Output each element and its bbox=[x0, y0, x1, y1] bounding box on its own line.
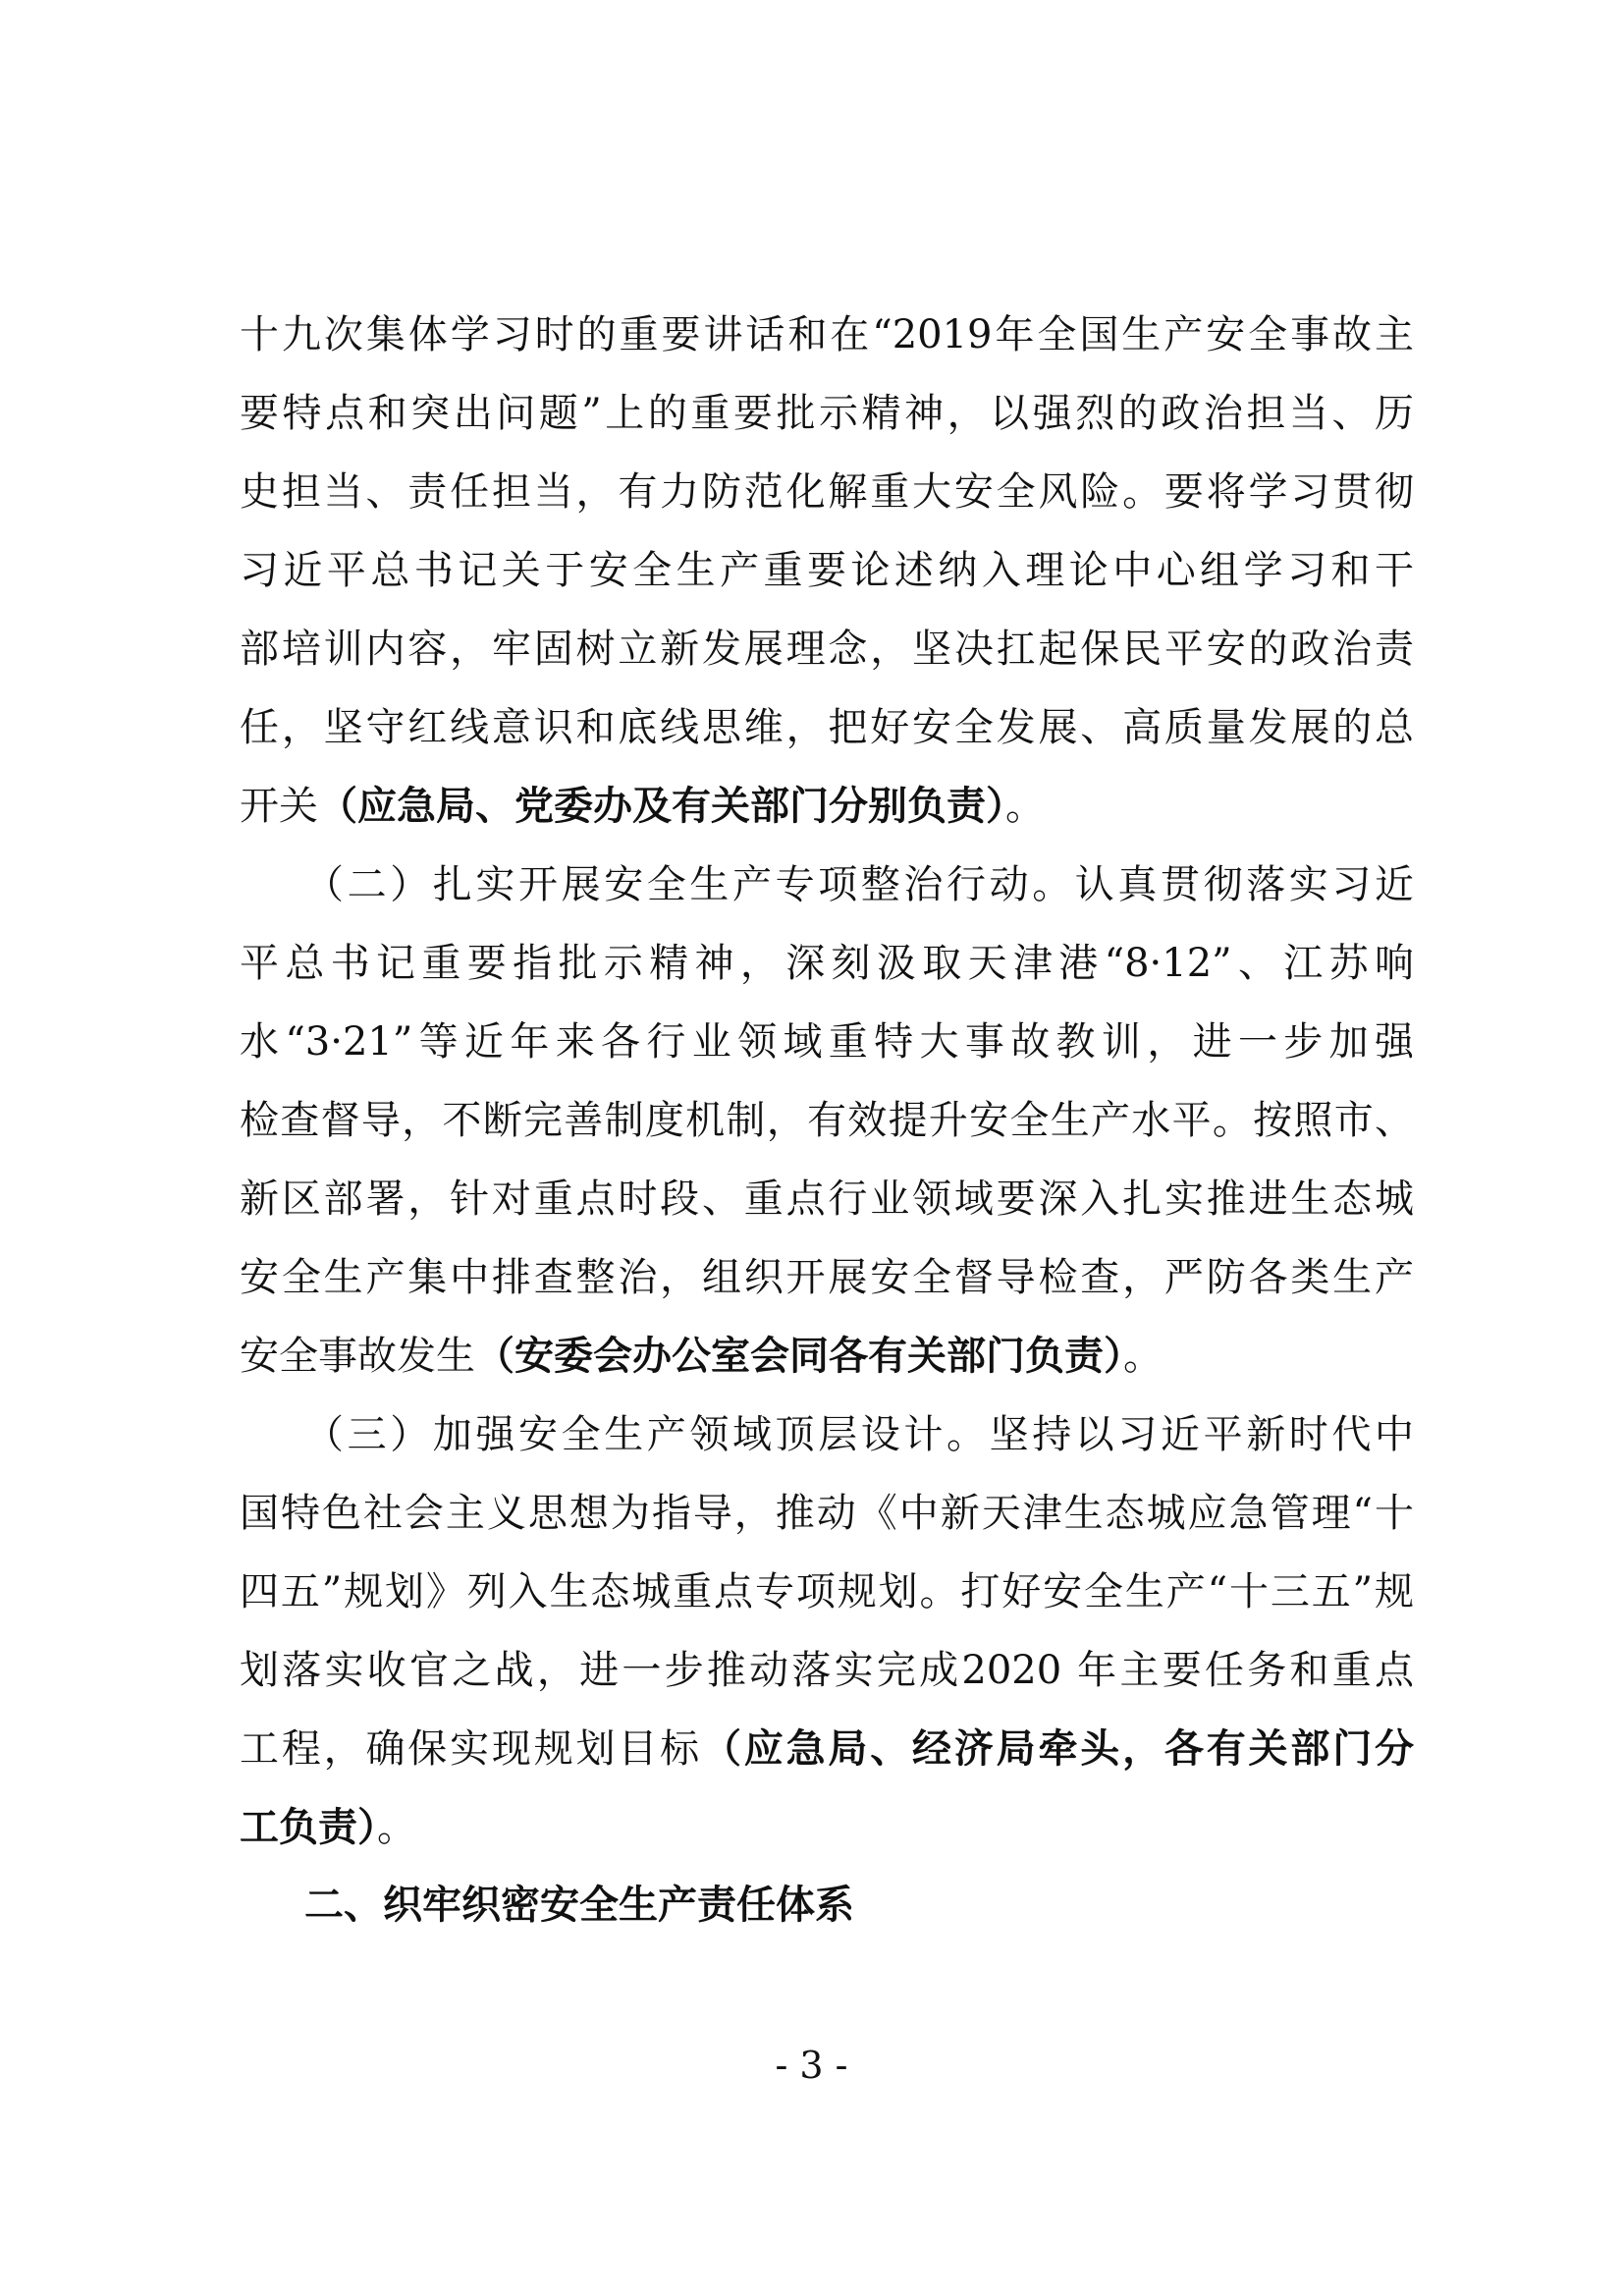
responsibility-note: （安委会办公室会同各有关部门负责） bbox=[475, 1333, 1123, 1379]
paragraph-line: 平总书记重要指批示精神，深刻汲取天津港“8·12”、江苏响 bbox=[240, 941, 1414, 986]
paragraph-line: 水“3·21”等近年来各行业领域重特大事故教训，进一步加强 bbox=[240, 1019, 1414, 1065]
paragraph-line: 四五”规划》列入生态城重点专项规划。打好安全生产“十三五”规 bbox=[240, 1569, 1414, 1614]
paragraph-line: 十九次集体学习时的重要讲话和在“2019年全国生产安全事故主 bbox=[240, 312, 1414, 357]
paragraph-line: 检查督导，不断完善制度机制，有效提升安全生产水平。按照市、 bbox=[240, 1098, 1414, 1143]
responsibility-note: （应急局、经济局牵头，各有关部门分 bbox=[701, 1725, 1415, 1772]
paragraph-line: 工程，确保实现规划目标（应急局、经济局牵头，各有关部门分 bbox=[240, 1725, 1415, 1772]
responsibility-note: （应急局、党委办及有关部门分别负责） bbox=[318, 783, 1005, 829]
paragraph-line: 史担当、责任担当，有力防范化解重大安全风险。要将学习贯彻 bbox=[240, 469, 1414, 515]
paragraph-line: 安全生产集中排查整治，组织开展安全督导检查，严防各类生产 bbox=[240, 1255, 1414, 1300]
responsibility-note: 工负责） bbox=[240, 1804, 377, 1850]
page-number: - 3 - bbox=[775, 2044, 848, 2087]
paragraph-line: （二）扎实开展安全生产专项整治行动。认真贯彻落实习近 bbox=[304, 862, 1414, 907]
paragraph-line: 任，坚守红线意识和底线思维，把好安全发展、高质量发展的总 bbox=[240, 705, 1414, 750]
section-heading: 二、织牢织密安全生产责任体系 bbox=[304, 1882, 854, 1928]
paragraph-line: 新区部署，针对重点时段、重点行业领域要深入扎实推进生态城 bbox=[240, 1176, 1414, 1222]
paragraph-line: 工负责）。 bbox=[240, 1804, 416, 1850]
paragraph-line: 开关（应急局、党委办及有关部门分别负责）。 bbox=[240, 783, 1045, 829]
paragraph-line: （三）加强安全生产领域顶层设计。坚持以习近平新时代中 bbox=[304, 1412, 1414, 1457]
paragraph-line: 要特点和突出问题”上的重要批示精神，以强烈的政治担当、历 bbox=[240, 391, 1414, 436]
paragraph-line: 安全事故发生（安委会办公室会同各有关部门负责）。 bbox=[240, 1333, 1163, 1379]
paragraph-line: 国特色社会主义思想为指导，推动《中新天津生态城应急管理“十 bbox=[240, 1491, 1414, 1536]
paragraph-line: 习近平总书记关于安全生产重要论述纳入理论中心组学习和干 bbox=[240, 548, 1414, 593]
paragraph-line: 划落实收官之战，进一步推动落实完成2020 年主要任务和重点 bbox=[240, 1648, 1414, 1693]
paragraph-line: 部培训内容，牢固树立新发展理念，坚决扛起保民平安的政治责 bbox=[240, 627, 1414, 672]
